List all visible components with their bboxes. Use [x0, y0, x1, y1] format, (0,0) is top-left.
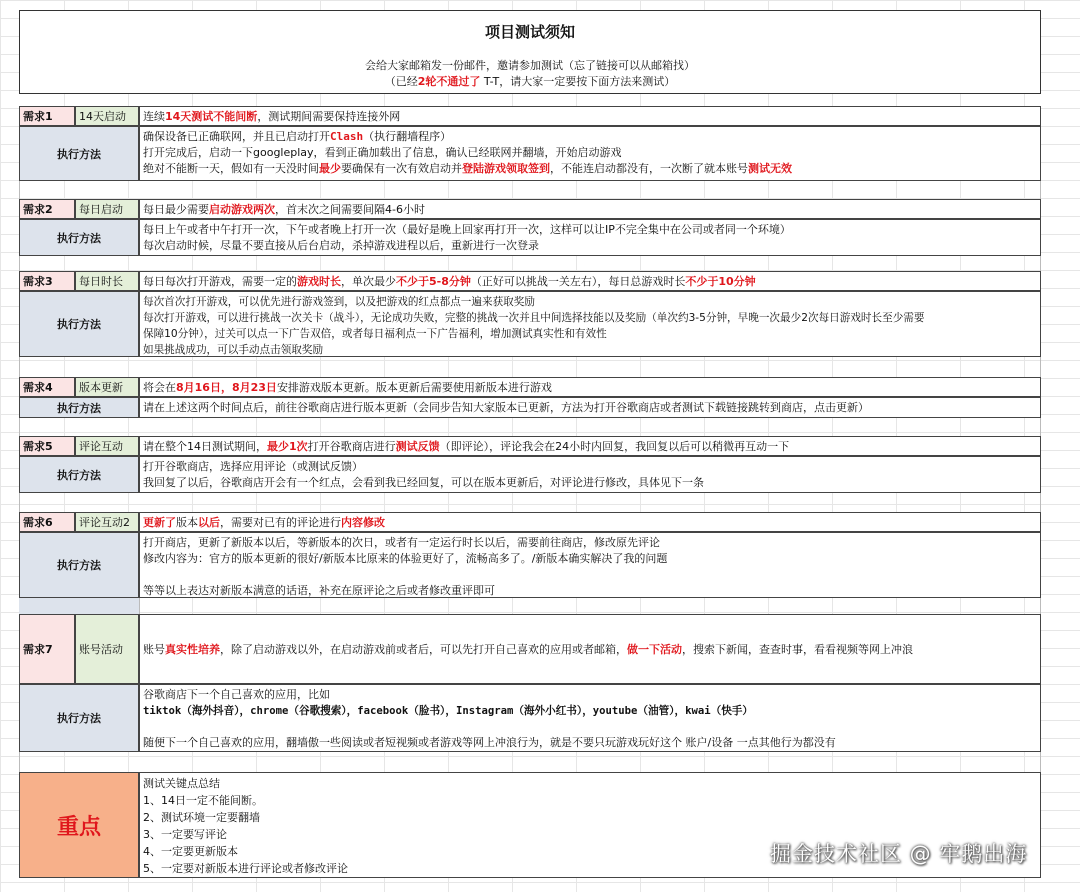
key-points-label: 重点	[19, 772, 139, 878]
req4-exec-label: 执行方法	[19, 397, 139, 418]
req2-label: 需求2	[19, 199, 75, 219]
req4-category: 版本更新	[75, 377, 139, 397]
req6-exec-body: 打开商店，更新了新版本以后，等新版本的次日，或者有一定运行时长以后，需要前往商店，修改原先评论 修改内容为：官方的版本更新的很好/新版本比原来的体验更好了，流畅高多了。/新版本确实解决了我的问题 等等以上表达对新版本满意的话语，补充在原评论之后或者修改重评即可	[139, 532, 1041, 598]
req2-description: 每日最少需要 启动游戏两次 ，首末次之间需要间隔4-6小时	[139, 199, 1041, 219]
req3-label: 需求3	[19, 271, 75, 291]
req2-category: 每日启动	[75, 199, 139, 219]
req5-description: 请在整个14日测试期间， 最少1次 打开谷歌商店进行 测试反馈 （即评论），评论我会在24小时内回复，我回复以后可以稍微再互动一下	[139, 436, 1041, 456]
req6-label: 需求6	[19, 512, 75, 532]
req3-category: 每日时长	[75, 271, 139, 291]
header-box	[19, 10, 1041, 94]
req5-category: 评论互动	[75, 436, 139, 456]
req2-exec-body: 每日上午或者中午打开一次，下午或者晚上打开一次（最好是晚上回家再打开一次，这样可以让IP不完全集中在公司或者同一个环境） 每次启动时候，尽量不要直接从后台启动，杀掉游戏进程以后，重新进行一次登录	[139, 219, 1041, 256]
key-point: 2、测试环境一定要翻墙	[143, 811, 260, 824]
req1-category: 14天启动	[75, 106, 139, 126]
req6-exec-label: 执行方法	[19, 532, 139, 598]
req7-exec-body: 谷歌商店下一个自己喜欢的应用，比如 tiktok（海外抖音），chrome（谷歌搜索），facebook（脸书），Instagram（海外小红书），youtube（油管），kwai（快手） 随便下一个自己喜欢的应用，翻墙傲一些阅读或者短视频或者游戏等网上冲浪行为，就是不要只玩游戏玩好这个 账户/设备 一点其他行为都没有	[139, 684, 1041, 752]
req6-category: 评论互动2	[75, 512, 139, 532]
req5-exec-label: 执行方法	[19, 456, 139, 493]
req3-exec-label: 执行方法	[19, 291, 139, 357]
req4-label: 需求4	[19, 377, 75, 397]
req4-spacer	[19, 418, 1041, 436]
req2-spacer	[19, 256, 1041, 271]
req7-description: 账号 真实性培养 ，除了启动游戏以外，在启动游戏前或者后，可以先打开自己喜欢的应用或者邮箱， 做一下活动 ，搜索下新闻，查查时事，看看视频等网上冲浪	[139, 614, 1041, 684]
req4-exec-body: 请在上述这两个时间点后，前往谷歌商店进行版本更新（会同步告知大家版本已更新，方法为打开谷歌商店或者测试下载链接跳转到商店，点击更新）	[139, 397, 1041, 418]
req1-exec-body: 确保设备已正确联网，并且已启动打开Clash（执行翻墙程序） 打开完成后，启动一下googleplay，看到正确加载出了信息，确认已经联网并翻墙，开始启动游戏 绝对不能断一天，假如有一天没时间最少要确保有一次有效启动并登陆游戏领取签到，不能连启动都没有，一次断了就本账号测试无效	[139, 126, 1041, 181]
req6-spacer-left	[19, 598, 139, 614]
watermark: 掘金技术社区 @ 牢鹅出海	[770, 842, 1028, 866]
page-title: 项目测试须知	[484, 23, 575, 41]
req6-spacer	[139, 598, 1041, 614]
req7-exec-label: 执行方法	[19, 684, 139, 752]
req5-label: 需求5	[19, 436, 75, 456]
req5-spacer	[19, 493, 1041, 512]
key-point: 5、一定要对新版本进行评论或者修改评论	[143, 862, 348, 875]
req1-description: 连续 14天测试不能间断 ，测试期间需要保持连接外网	[139, 106, 1041, 126]
header-note-2: （已经2轮不通过了 T-T，请大家一定要按下面方法来测试）	[384, 75, 676, 88]
key-point: 1、14日一定不能间断。	[143, 794, 263, 807]
req1-exec-label: 执行方法	[19, 126, 139, 181]
req4-description: 将会在 8月16日 ， 8月23日 安排游戏版本更新。版本更新后需要使用新版本进行游戏	[139, 377, 1041, 397]
req1-label: 需求1	[19, 106, 75, 126]
req7-label: 需求7	[19, 614, 75, 684]
req5-exec-body: 打开谷歌商店，选择应用评论（或测试反馈） 我回复了以后，谷歌商店开会有一个红点，会看到我已经回复，可以在版本更新后，对评论进行修改，具体见下一条	[139, 456, 1041, 493]
req7-spacer	[19, 752, 1041, 772]
req7-category: 账号活动	[75, 614, 139, 684]
req1-spacer	[19, 181, 1041, 199]
req3-spacer	[19, 357, 1041, 377]
req6-description: 更新了 版本 以后 ，需要对已有的评论进行 内容修改	[139, 512, 1041, 532]
key-point: 4、一定要更新版本	[143, 845, 238, 858]
req3-exec-body: 每次首次打开游戏，可以优先进行游戏签到，以及把游戏的红点都点一遍来获取奖励 每次打开游戏，可以进行挑战一次关卡（战斗），无论成功失败，完整的挑战一次并且中间选择技能以及奖励（单次约3-5分钟，早晚一次最少2次每日游戏时长至少需要 保障10分钟），过关可以点一下广告双倍，或者每日福利点一下广告福利，增加测试真实性和有效性 如果挑战成功，可以手动点击领取奖励	[139, 291, 1041, 357]
header-note-1: 会给大家邮箱发一份邮件，邀请参加测试（忘了链接可以从邮箱找）	[365, 59, 695, 72]
req2-exec-label: 执行方法	[19, 219, 139, 256]
key-point: 3、一定要写评论	[143, 828, 227, 841]
key-point: 测试关键点总结	[143, 777, 220, 790]
req3-description: 每日每次打开游戏，需要一定的 游戏时长 ，单次最少 不少于5-8分钟 （正好可以挑战一关左右），每日总游戏时长 不少于10分钟	[139, 271, 1041, 291]
